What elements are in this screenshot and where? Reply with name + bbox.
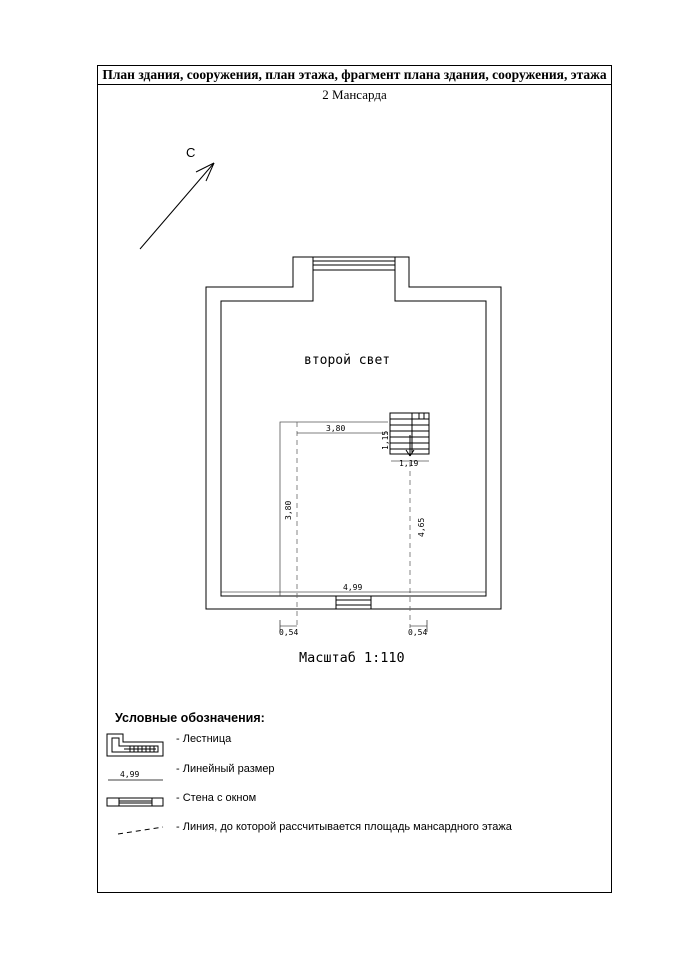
dim-bottom-width: 4,99 <box>343 583 363 592</box>
legend-wall-window-label: - Стена с окном <box>176 792 257 804</box>
dim-stair-width: 1,19 <box>399 459 419 468</box>
dim-right-length: 4,65 <box>417 517 426 537</box>
dim-left-offset: 0,54 <box>279 628 299 637</box>
room-label: второй свет <box>304 353 391 368</box>
dim-stair-height: 1,15 <box>381 430 390 450</box>
dim-right-offset: 0,54 <box>408 628 428 637</box>
dim-left-length: 3,80 <box>284 500 293 520</box>
drawing-frame <box>97 65 612 893</box>
dim-top-width: 3,80 <box>326 424 346 433</box>
legend-stair-label: - Лестница <box>176 733 232 745</box>
scale-label: Масштаб 1:110 <box>299 650 405 666</box>
legend-dashed-label: - Линия, до которой рассчитывается площадь мансардного этажа <box>176 821 512 833</box>
floor-label: 2 Мансарда <box>322 87 387 102</box>
legend-title: Условные обозначения: <box>115 711 265 725</box>
legend-dimension-label: - Линейный размер <box>176 763 275 775</box>
north-label: С <box>186 145 196 160</box>
drawing-title: План здания, сооружения, план этажа, фрагмент плана здания, сооружения, этажа <box>98 66 611 85</box>
legend-dimension-sample: 4,99 <box>120 770 140 779</box>
